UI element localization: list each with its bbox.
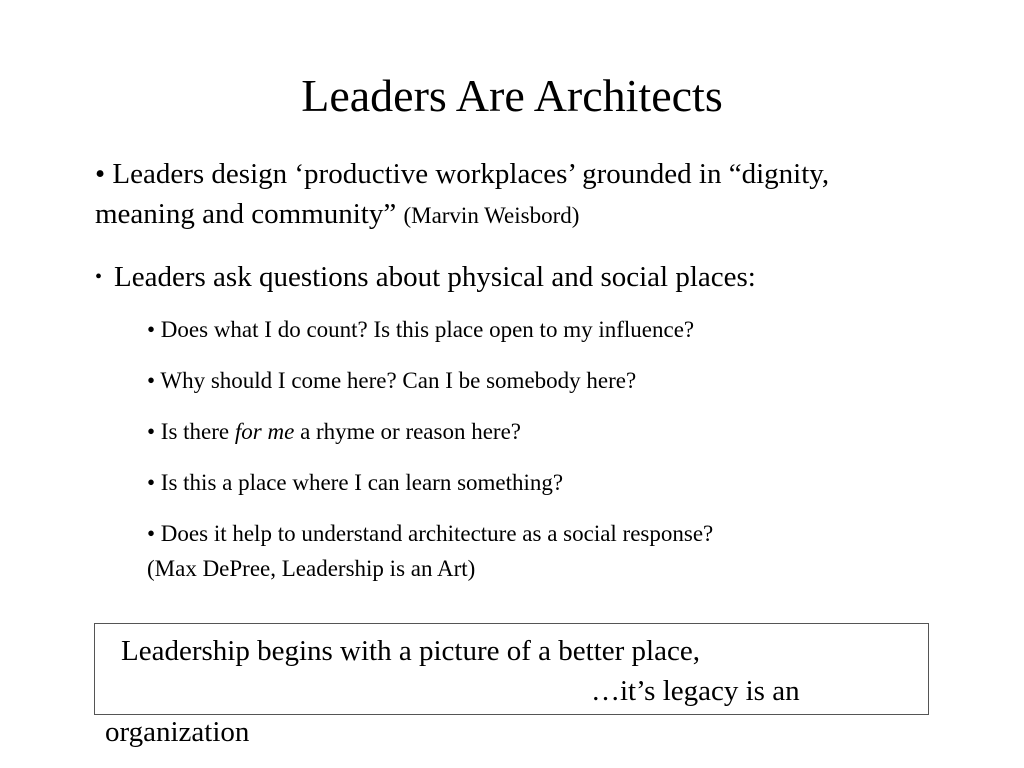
bullet-text-line1: Leaders design ‘productive workplaces’ grounded in “dignity,	[112, 158, 830, 190]
citation-depree: (Max DePree, Leadership is an Art)	[147, 556, 476, 581]
bullet-marker: •	[95, 266, 103, 288]
sub-bullet-text: • Is there	[147, 419, 235, 444]
slide-title: Leaders Are Architects	[301, 70, 723, 121]
quote-line-3: organization	[105, 716, 250, 748]
bullet-leaders-design	[95, 154, 995, 236]
sub-bullet-architecture: • Does it help to understand architecture as a social response?	[147, 521, 714, 546]
sub-bullet-rhyme-reason	[147, 417, 987, 447]
bullet-text-line2: meaning and community”	[95, 198, 397, 230]
bullet-text: Leaders ask questions about physical and social places:	[114, 261, 756, 293]
quote-line-2: …it’s legacy is an	[591, 675, 800, 707]
bullet-leaders-ask	[95, 257, 995, 297]
sub-bullet-text: a rhyme or reason here?	[294, 419, 521, 444]
sub-bullet-come-here: • Why should I come here? Can I be somebody here?	[147, 368, 637, 393]
citation-weisbord: (Marvin Weisbord)	[403, 203, 580, 228]
sub-bullet-count: • Does what I do count? Is this place open to my influence?	[147, 317, 695, 342]
sub-bullet-learn: • Is this a place where I can learn something?	[147, 470, 564, 495]
emphasis-text: for me	[234, 419, 295, 444]
bullet-marker: •	[95, 158, 106, 190]
quote-line-1: Leadership begins with a picture of a better place,	[121, 635, 700, 667]
